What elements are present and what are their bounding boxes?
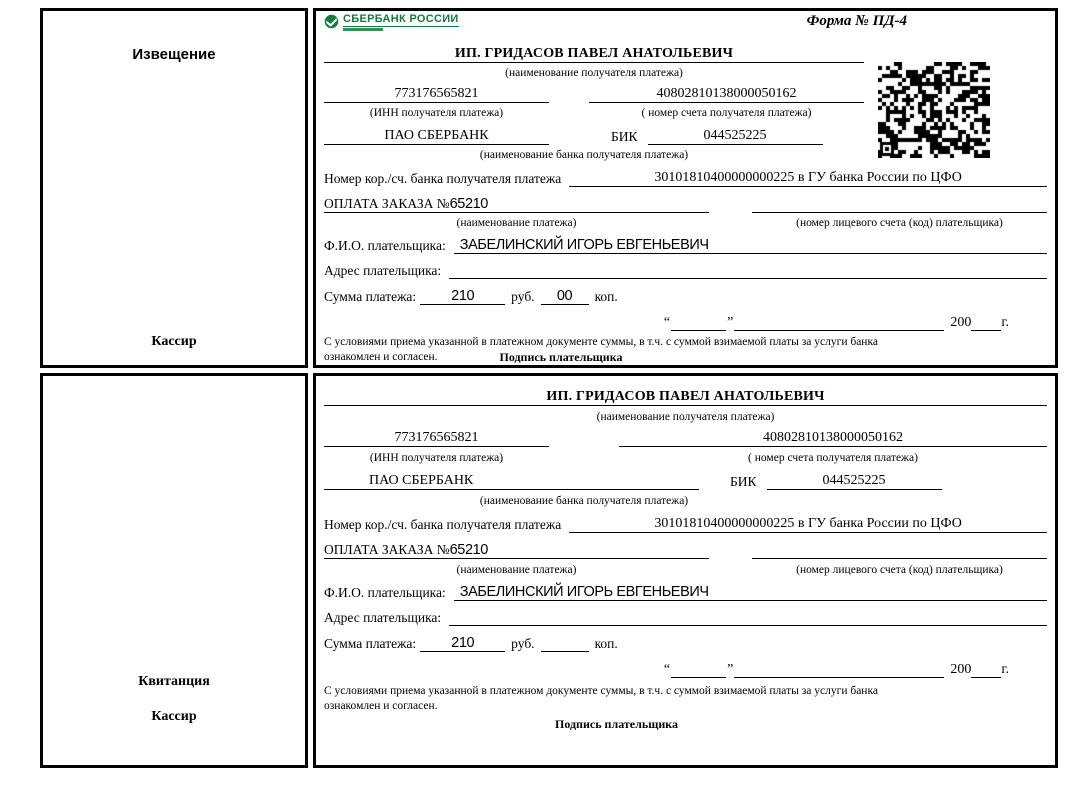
notice-form-cell xyxy=(313,8,1058,368)
payer-name-label: Ф.И.О. плательщика: xyxy=(324,238,446,253)
form-number-label: Форма № ПД-4 xyxy=(806,13,907,29)
payment-form xyxy=(40,8,1058,768)
date-line xyxy=(324,305,1009,331)
signature-label: Подпись плательщика xyxy=(555,717,678,731)
caption-personal-account: (номер лицевого счета (код) плательщика) xyxy=(796,564,1003,576)
payment-name-field xyxy=(324,542,709,559)
payer-address-label: Адрес плательщика: xyxy=(324,263,442,278)
bik-value: 044525225 xyxy=(648,128,823,145)
year-suffix: г. xyxy=(1001,315,1009,330)
sum-label: Сумма платежа: xyxy=(324,636,417,651)
caption-account: ( номер счета получателя платежа) xyxy=(641,107,812,119)
corr-account-label: Номер кор./сч. банка получателя платежа xyxy=(324,517,562,532)
caption-inn: (ИНН получателя платежа) xyxy=(369,107,504,119)
sum-label: Сумма платежа: xyxy=(324,289,417,304)
sberbank-logo-icon xyxy=(324,14,339,29)
receipt-label: Квитанция xyxy=(138,674,210,689)
sberbank-logo-tagline xyxy=(343,28,383,31)
cashier-label: Кассир xyxy=(151,334,197,349)
caption-bank: (наименование банка получателя платежа) xyxy=(479,495,689,507)
payer-address-value xyxy=(449,609,1047,626)
payment-name-label: ОПЛАТА ЗАКАЗА № xyxy=(324,196,450,211)
recipient-name: ИП. ГРИДАСОВ ПАВЕЛ АНАТОЛЬЕВИЧ xyxy=(546,389,825,404)
kop-label: коп. xyxy=(594,636,618,651)
personal-account-field xyxy=(752,542,1047,559)
date-line xyxy=(324,652,1009,678)
payer-address-value xyxy=(449,262,1047,279)
amount-kop-value xyxy=(541,651,589,652)
caption-recipient: (наименование получателя платежа) xyxy=(596,411,775,423)
qr-code xyxy=(878,62,990,158)
payment-name-label: ОПЛАТА ЗАКАЗА № xyxy=(324,542,450,557)
amount-kop-value: 00 xyxy=(541,288,589,305)
signature-label: Подпись плательщика xyxy=(499,350,623,364)
recipient-name-field xyxy=(324,37,864,63)
caption-bank: (наименование банка получателя платежа) xyxy=(479,149,689,161)
bank-name-value: ПАО СБЕРБАНК xyxy=(324,473,699,490)
sberbank-logo-text: СБЕРБАНК РОССИИ xyxy=(343,13,459,25)
rub-label: руб. xyxy=(511,636,535,651)
close-quote: ” xyxy=(727,315,734,330)
agreement-text: С условиями приема указанной в платежном документе суммы, в т.ч. с суммой взимаемой платы за услуги банка ознакомлен и согласен. Подпись плательщика xyxy=(324,336,878,364)
receipt-form-cell xyxy=(313,373,1058,768)
payer-address-label: Адрес плательщика: xyxy=(324,610,442,625)
sberbank-logo xyxy=(324,13,459,31)
amount-rub-value: 210 xyxy=(420,635,505,652)
account-value: 40802810138000050162 xyxy=(589,86,864,103)
payment-name-field xyxy=(324,196,709,213)
bik-value: 044525225 xyxy=(767,473,942,490)
open-quote: “ xyxy=(663,315,671,330)
amount-rub-value: 210 xyxy=(420,288,505,305)
payer-name-value: ЗАБЕЛИНСКИЙ ИГОРЬ ЕВГЕНЬЕВИЧ xyxy=(454,584,1047,601)
corr-account-value: 30101810400000000225 в ГУ банка России по ЦФО xyxy=(569,516,1047,533)
kop-label: коп. xyxy=(594,289,618,304)
caption-recipient: (наименование получателя платежа) xyxy=(505,67,683,79)
caption-personal-account: (номер лицевого счета (код) плательщика) xyxy=(796,217,1003,229)
bank-name-value: ПАО СБЕРБАНК xyxy=(324,128,549,145)
caption-account: ( номер счета получателя платежа) xyxy=(748,452,918,464)
recipient-name-field xyxy=(324,382,1047,406)
personal-account-field xyxy=(752,196,1047,213)
bik-label: БИК xyxy=(730,474,757,489)
bik-label: БИК xyxy=(611,129,638,144)
payer-name-value: ЗАБЕЛИНСКИЙ ИГОРЬ ЕВГЕНЬЕВИЧ xyxy=(454,237,1047,254)
year-prefix: 200 xyxy=(950,662,972,677)
corr-account-value: 30101810400000000225 в ГУ банка России по ЦФО xyxy=(569,170,1047,187)
caption-payment: (наименование платежа) xyxy=(456,217,577,229)
open-quote: “ xyxy=(663,662,671,677)
inn-value: 773176565821 xyxy=(324,430,549,447)
notice-stub-cell xyxy=(40,8,308,368)
logo-row xyxy=(324,13,1047,35)
corr-account-label: Номер кор./сч. банка получателя платежа xyxy=(324,171,562,186)
recipient-name: ИП. ГРИДАСОВ ПАВЕЛ АНАТОЛЬЕВИЧ xyxy=(454,46,734,61)
inn-value: 773176565821 xyxy=(324,86,549,103)
payer-name-label: Ф.И.О. плательщика: xyxy=(324,585,446,600)
order-number: 65210 xyxy=(449,542,488,558)
cashier-label: Кассир xyxy=(151,709,197,724)
year-prefix: 200 xyxy=(950,315,972,330)
caption-inn: (ИНН получателя платежа) xyxy=(369,452,504,464)
agreement-text: С условиями приема указанной в платежном документе суммы, в т.ч. с суммой взимаемой платы за услуги банка ознакомлен и согласен. Подпись плательщика xyxy=(324,684,974,732)
order-number: 65210 xyxy=(449,196,488,212)
account-value: 40802810138000050162 xyxy=(619,430,1047,447)
notice-label: Извещение xyxy=(132,46,216,63)
caption-payment: (наименование платежа) xyxy=(456,564,577,576)
close-quote: ” xyxy=(727,662,734,677)
rub-label: руб. xyxy=(511,289,535,304)
receipt-stub-cell xyxy=(40,373,308,768)
year-suffix: г. xyxy=(1001,662,1009,677)
